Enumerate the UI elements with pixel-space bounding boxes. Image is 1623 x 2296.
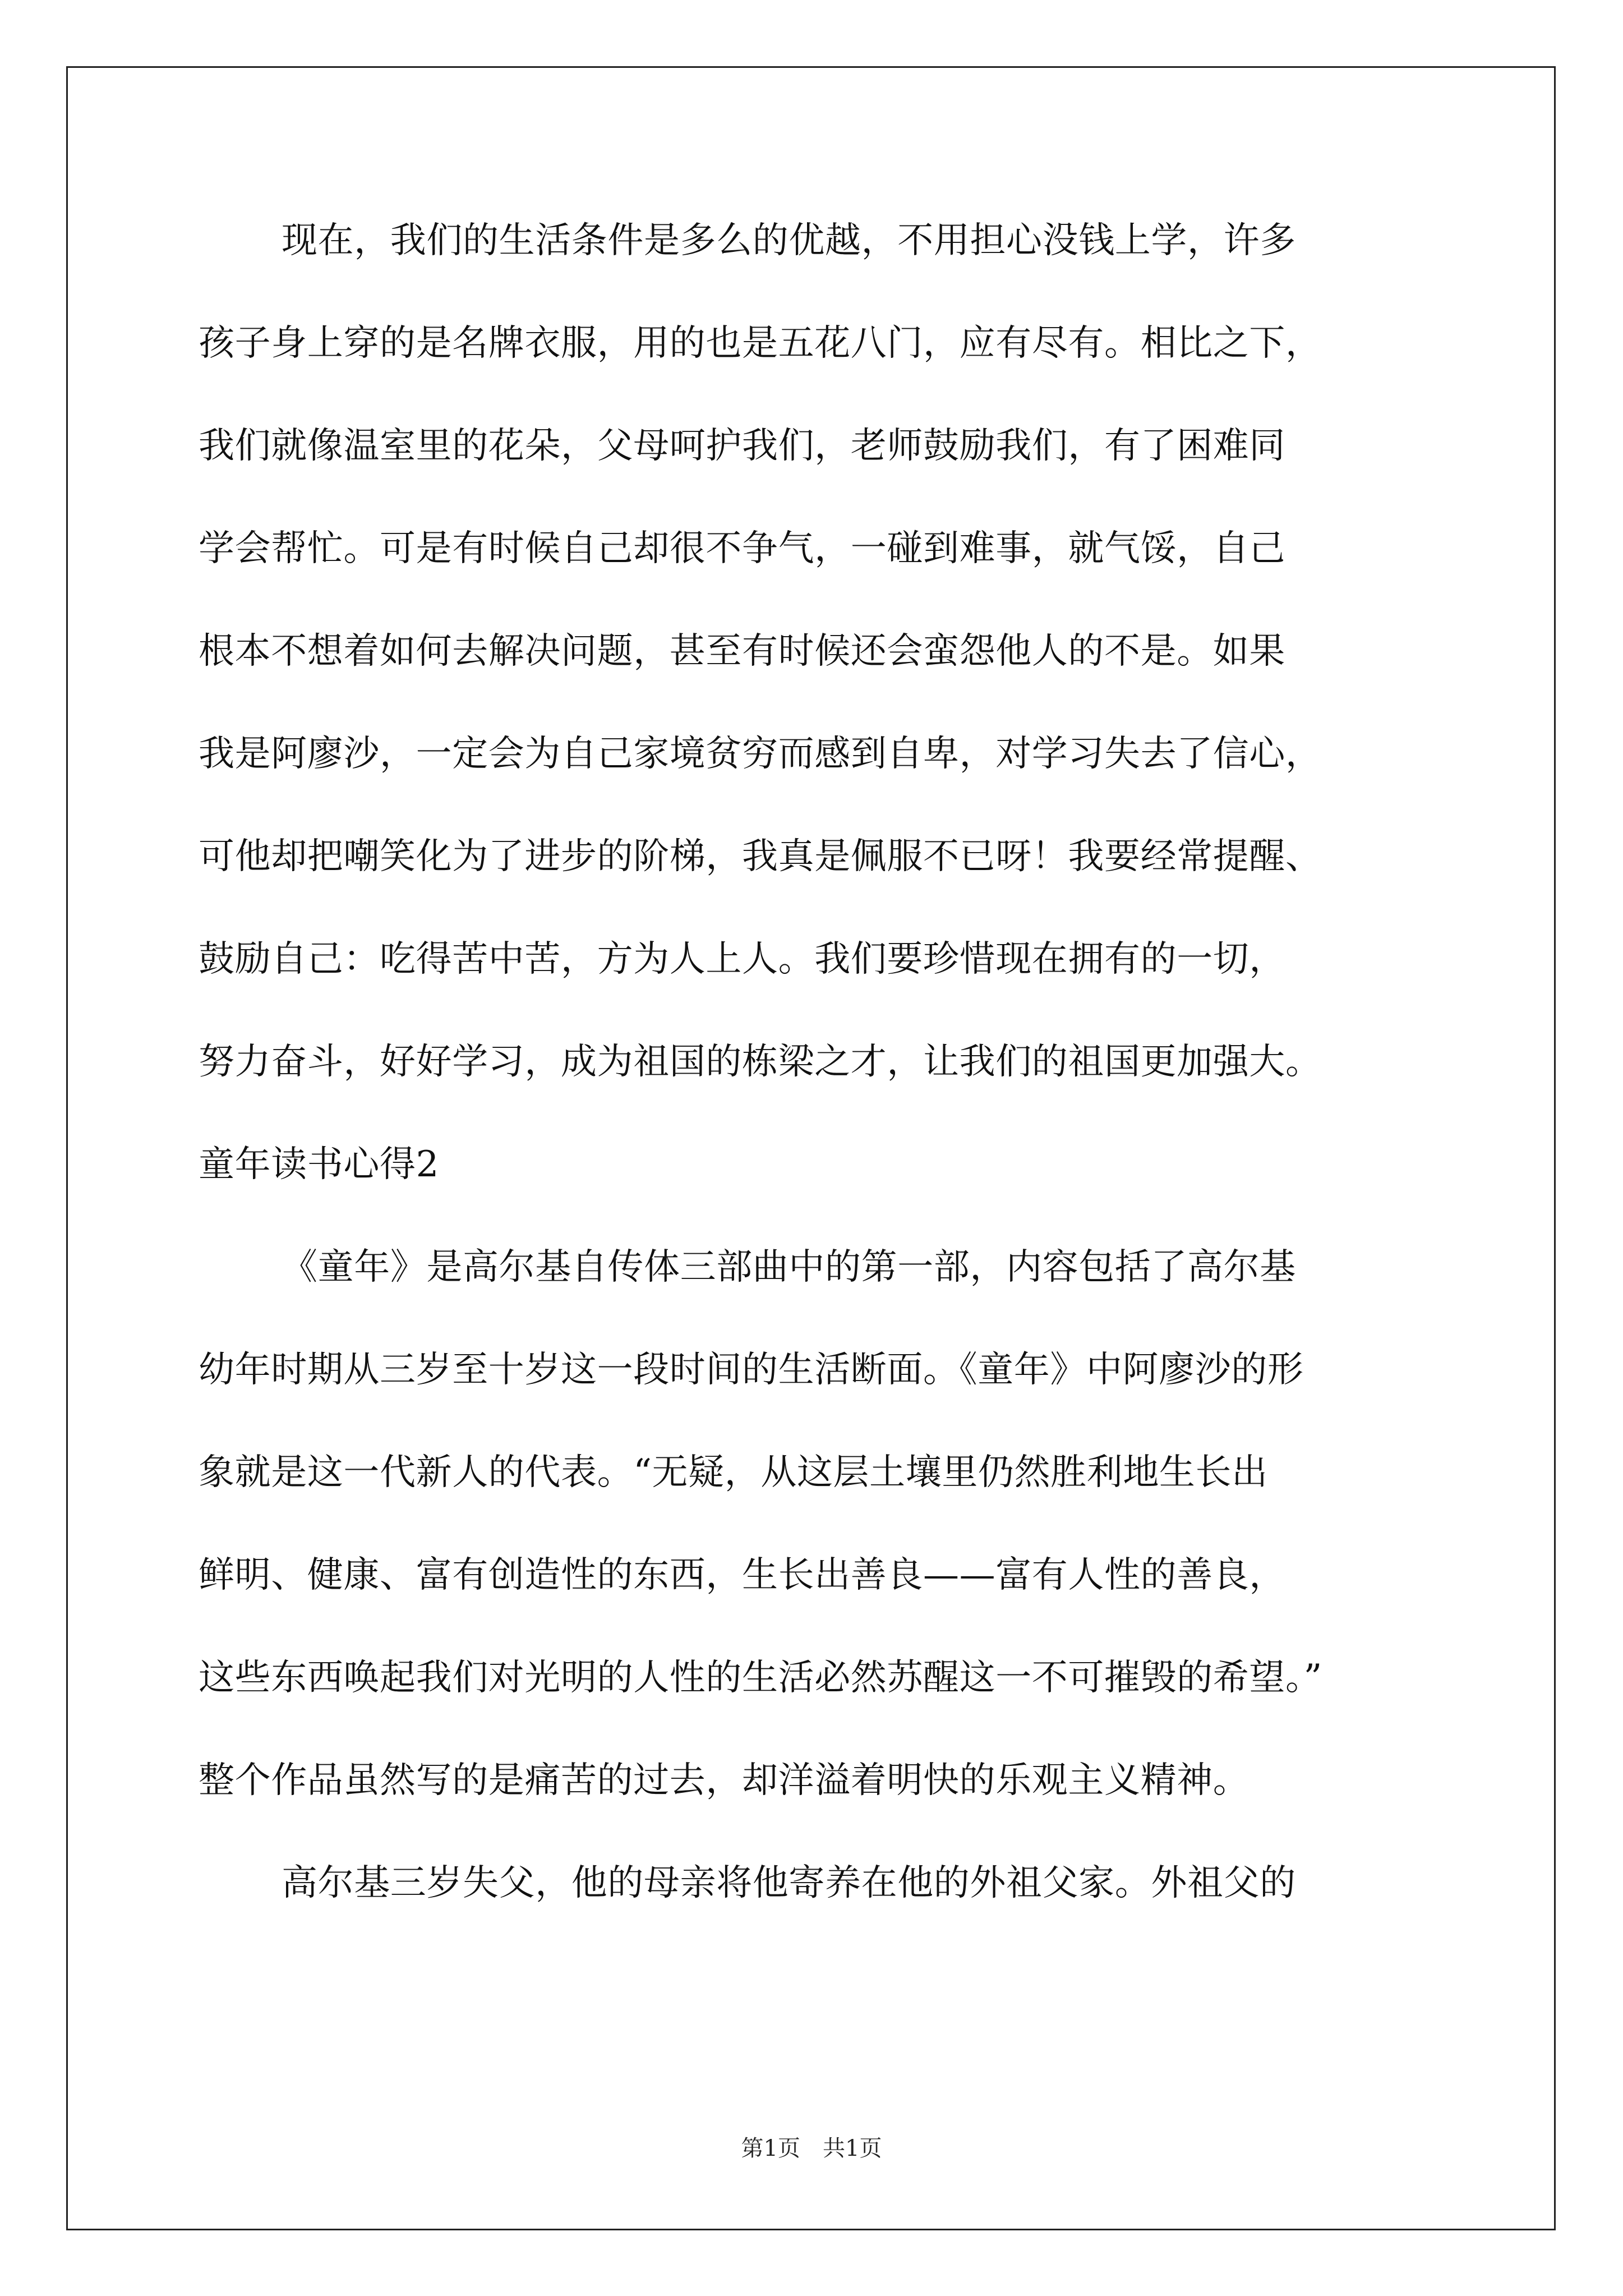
page-number: 第1页 共1页 [741,2136,882,2161]
text-line: 《童年》是高尔基自传体三部曲中的第一部，内容包括了高尔基 [282,1246,1296,1288]
text-line: 鲜明、健康、富有创造性的东西，生长出善良——富有人性的善良， [199,1554,1285,1596]
document-body [199,190,1449,1935]
text-line: 高尔基三岁失父，他的母亲将他寄养在他的外祖父家。外祖父的 [282,1862,1296,1904]
text-line: 根本不想着如何去解决问题，甚至有时候还会蛮怨他人的不是。如果 [199,631,1285,672]
text-line: 这些东西唤起我们对光明的人性的生活必然苏醒这一不可摧毁的希望。” [199,1657,1322,1699]
text-line: 现在，我们的生活条件是多么的优越，不用担心没钱上学，许多 [282,220,1296,261]
text-line: 我是阿廖沙，一定会为自己家境贫穷而感到自卑，对学习失去了信心， [199,733,1322,775]
text-line: 鼓励自己：吃得苦中苦，方为人上人。我们要珍惜现在拥有的一切， [199,938,1285,980]
text-line: 幼年时期从三岁至十岁这一段时间的生活断面。《童年》中阿廖沙的形 [199,1349,1304,1391]
text-line: 我们就像温室里的花朵，父母呵护我们，老师鼓励我们，有了困难同 [199,425,1285,467]
text-line: 整个作品虽然写的是痛苦的过去，却洋溢着明快的乐观主义精神。 [199,1760,1249,1801]
text-line: 象就是这一代新人的代表。“无疑，从这层土壤里仍然胜利地生长出 [199,1452,1268,1493]
section-heading: 童年读书心得2 [199,1144,439,1185]
text-line: 努力奋斗，好好学习，成为祖国的栋梁之才，让我们的祖国更加强大。 [199,1041,1322,1083]
text-line: 可他却把嘲笑化为了进步的阶梯，我真是佩服不已呀！我要经常提醒、 [199,836,1322,877]
text-line: 孩子身上穿的是名牌衣服，用的也是五花八门，应有尽有。相比之下， [199,323,1322,364]
text-line: 学会帮忙。可是有时候自己却很不争气，一碰到难事，就气馁，自己 [199,528,1285,569]
